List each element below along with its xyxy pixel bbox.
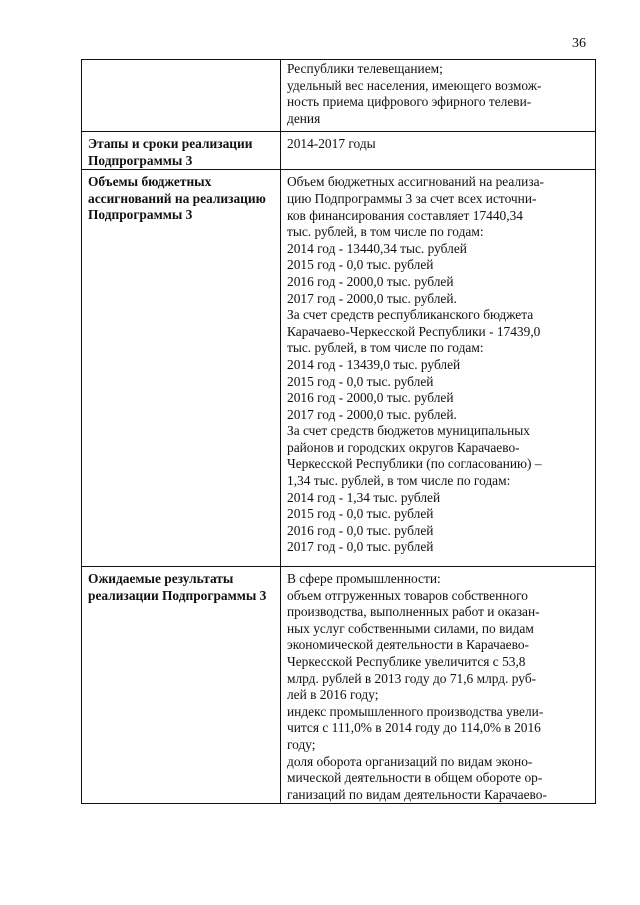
value-line: Объем бюджетных ассигнований на реализа- — [287, 174, 545, 190]
value-line: индекс промышленного производства увели- — [287, 703, 544, 719]
value-cell — [281, 60, 596, 132]
value-line: Республики телевещанием; — [287, 61, 443, 76]
subprogram-passport-table — [81, 59, 596, 804]
value-line: В сфере промышленности: — [287, 571, 441, 587]
value-line: 2015 год - 0,0 тыс. рублей — [287, 506, 434, 522]
value-line: 2017 год - 2000,0 тыс. рублей. — [287, 406, 457, 422]
value-line: районов и городских округов Карачаево- — [287, 439, 520, 455]
value-line: млрд. рублей в 2013 году до 71,6 млрд. руб- — [287, 670, 537, 686]
value-line: Черкесской Республике увеличится с 53,8 — [287, 654, 526, 669]
value-line: ность приема цифрового эфирного телеви- — [287, 94, 532, 110]
row-label: Этапы и сроки реализации Подпрограммы 3 — [88, 136, 253, 168]
label-cell — [82, 132, 281, 170]
value-line: За счет средств республиканского бюджета — [287, 307, 534, 323]
value-line: объем отгруженных товаров собственного — [287, 587, 528, 603]
label-cell — [82, 567, 281, 804]
value-line: Черкесской Республики (по согласованию) – — [287, 456, 542, 472]
table-row — [82, 567, 596, 804]
row-value — [281, 132, 595, 168]
row-value — [281, 60, 595, 131]
value-cell — [281, 170, 596, 567]
label-cell — [82, 60, 281, 132]
page-number: 36 — [572, 36, 586, 51]
value-line: мической деятельности в общем обороте ор- — [287, 770, 543, 786]
row-label: Ожидаемые результаты реализации Подпрограммы 3 — [88, 571, 267, 603]
value-line: тыс. рублей, в том числе по годам: — [287, 224, 484, 240]
value-line: году; — [287, 736, 316, 752]
value-line: чится с 111,0% в 2014 году до 114,0% в 2016 — [287, 720, 541, 736]
value-line: 2014 год - 1,34 тыс. рублей — [287, 489, 441, 505]
value-line: 2017 год - 2000,0 тыс. рублей. — [287, 290, 457, 306]
row-label — [82, 60, 280, 64]
table-row — [82, 170, 596, 567]
row-value — [281, 170, 595, 566]
value-line: 2014-2017 годы — [287, 136, 376, 152]
value-line: 2014 год - 13439,0 тыс. рублей — [287, 356, 461, 372]
table-row — [82, 132, 596, 170]
value-line: 2014 год - 13440,34 тыс. рублей — [287, 240, 467, 256]
value-line: ков финансирования составляет 17440,34 — [287, 207, 523, 223]
table-row — [82, 60, 596, 132]
value-line: 2015 год - 0,0 тыс. рублей — [287, 373, 434, 389]
value-line: лей в 2016 году; — [287, 687, 379, 703]
value-line: экономической деятельности в Карачаево- — [287, 637, 529, 653]
value-line: 2016 год - 2000,0 тыс. рублей — [287, 273, 454, 289]
value-line: 2016 год - 0,0 тыс. рублей — [287, 522, 434, 538]
value-line: доля оборота организаций по видам эконо- — [287, 753, 533, 769]
value-line: За счет средств бюджетов муниципальных — [287, 423, 530, 439]
value-line: ных услуг собственными силами, по видам — [287, 620, 534, 636]
value-cell — [281, 567, 596, 804]
row-label: Объемы бюджетных ассигнований на реализацию Подпрограммы 3 — [88, 174, 266, 223]
value-line: Карачаево-Черкесской Республики - 17439,0 — [287, 323, 541, 339]
value-line: тыс. рублей, в том числе по годам: — [287, 340, 484, 356]
value-line: 2015 год - 0,0 тыс. рублей — [287, 257, 434, 273]
value-line: ганизаций по видам деятельности Карачаево- — [287, 786, 547, 802]
row-value — [281, 567, 595, 803]
value-line: 1,34 тыс. рублей, в том числе по годам: — [287, 473, 511, 489]
value-line: производства, выполненных работ и оказан- — [287, 604, 540, 620]
value-line: 2016 год - 2000,0 тыс. рублей — [287, 390, 454, 406]
value-line: удельный вес населения, имеющего возмож- — [287, 77, 542, 93]
value-line: дения — [287, 110, 321, 126]
value-cell — [281, 132, 596, 170]
value-line: цию Подпрограммы 3 за счет всех источни- — [287, 190, 537, 206]
label-cell — [82, 170, 281, 567]
value-line: 2017 год - 0,0 тыс. рублей — [287, 539, 434, 555]
